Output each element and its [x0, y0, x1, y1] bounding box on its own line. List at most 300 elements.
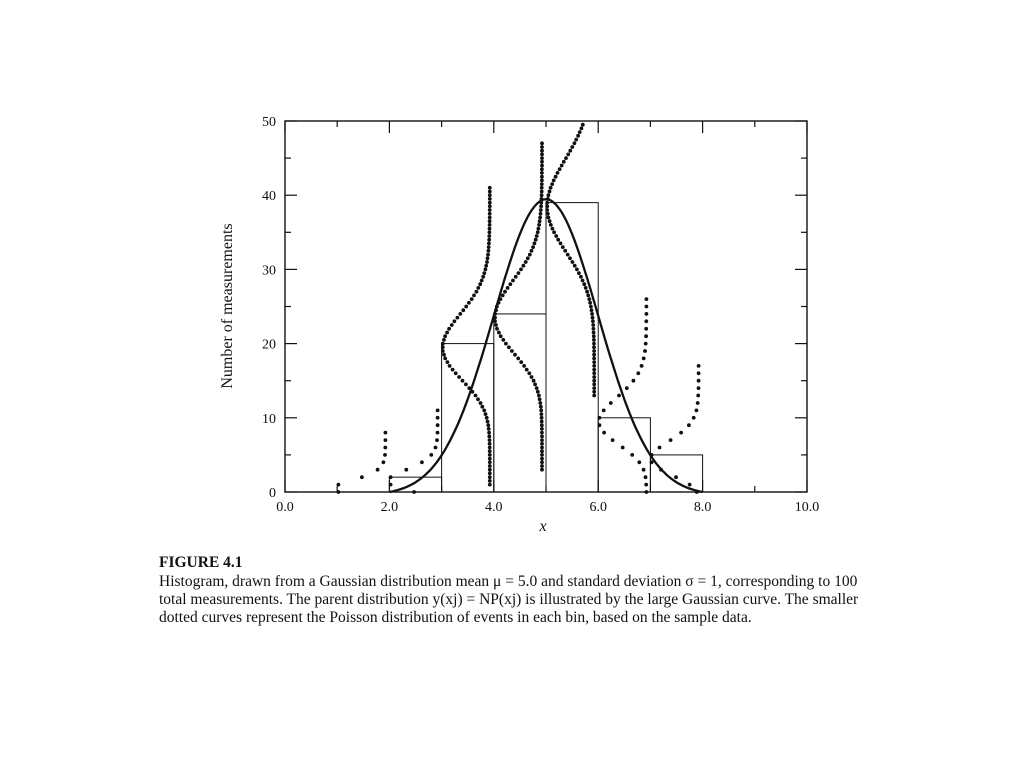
poisson-dot — [540, 164, 544, 168]
poisson-dot — [540, 449, 544, 453]
poisson-dot — [487, 242, 491, 246]
poisson-dot — [579, 275, 583, 279]
poisson-dot — [478, 282, 482, 286]
histogram-bar — [650, 455, 702, 492]
poisson-dot — [482, 409, 486, 413]
poisson-dot — [383, 446, 387, 450]
poisson-dot — [551, 227, 555, 231]
poisson-dot — [592, 338, 596, 342]
poisson-dot — [435, 438, 439, 442]
x-tick-label: 0.0 — [276, 500, 294, 515]
poisson-dot — [697, 371, 701, 375]
poisson-dot — [573, 264, 577, 268]
poisson-dot — [488, 483, 492, 487]
poisson-dot — [488, 227, 492, 231]
poisson-dot — [552, 179, 556, 183]
poisson-dot — [488, 223, 492, 227]
poisson-dot — [536, 390, 540, 394]
poisson-dot — [540, 153, 544, 157]
poisson-dot — [488, 479, 492, 483]
poisson-dot — [481, 275, 485, 279]
poisson-dot — [540, 435, 544, 439]
poisson-dot — [538, 401, 542, 405]
poisson-dot — [568, 149, 572, 153]
poisson-dot — [533, 242, 537, 246]
poisson-dot — [475, 290, 479, 294]
poisson-dot — [669, 438, 673, 442]
poisson-dot — [674, 475, 678, 479]
poisson-dot — [522, 264, 526, 268]
poisson-dot — [574, 138, 578, 142]
poisson-dot — [566, 253, 570, 257]
poisson-dot — [535, 234, 539, 238]
poisson-dot — [487, 431, 491, 435]
poisson-dot — [540, 468, 544, 472]
poisson-dot — [561, 245, 565, 249]
poisson-dot — [540, 438, 544, 442]
poisson-dot — [602, 409, 606, 413]
poisson-dot — [526, 256, 530, 260]
x-tick-label: 6.0 — [589, 500, 607, 515]
poisson-dot — [487, 234, 491, 238]
poisson-dot — [630, 453, 634, 457]
poisson-dot — [558, 167, 562, 171]
poisson-dot — [476, 286, 480, 290]
poisson-dot — [458, 312, 462, 316]
poisson-dot — [592, 349, 596, 353]
poisson-dot — [540, 427, 544, 431]
poisson-dot — [577, 271, 581, 275]
poisson-dot — [454, 371, 458, 375]
poisson-dot — [625, 386, 629, 390]
poisson-dot — [644, 483, 648, 487]
poisson-dot — [650, 460, 654, 464]
poisson-dot — [441, 345, 445, 349]
poisson-dot — [461, 379, 465, 383]
poisson-dot — [658, 446, 662, 450]
poisson-dot — [488, 472, 492, 476]
poisson-dot — [443, 357, 447, 361]
poisson-dot — [568, 256, 572, 260]
poisson-dot — [488, 190, 492, 194]
poisson-dot — [488, 449, 492, 453]
poisson-dot — [611, 438, 615, 442]
poisson-dot — [598, 423, 602, 427]
y-tick-label: 10 — [262, 411, 276, 427]
poisson-dot — [540, 156, 544, 160]
poisson-dot — [640, 364, 644, 368]
poisson-dot — [602, 431, 606, 435]
poisson-dot — [688, 483, 692, 487]
poisson-dot — [487, 435, 491, 439]
poisson-dot — [488, 216, 492, 220]
poisson-dot — [442, 353, 446, 357]
poisson-dot — [592, 394, 596, 398]
poisson-dot — [524, 260, 528, 264]
poisson-dot — [540, 412, 544, 416]
poisson-dot — [476, 397, 480, 401]
poisson-dot — [497, 331, 501, 335]
y-tick-label: 40 — [262, 189, 276, 205]
poisson-dot — [642, 468, 646, 472]
poisson-dot — [540, 446, 544, 450]
poisson-dot — [591, 319, 595, 323]
poisson-dot — [592, 353, 596, 357]
poisson-dot — [337, 483, 341, 487]
poisson-dot — [644, 342, 648, 346]
poisson-dot — [470, 297, 474, 301]
poisson-dot — [488, 475, 492, 479]
poisson-dot — [540, 416, 544, 420]
poisson-dot — [571, 260, 575, 264]
poisson-dot — [645, 305, 649, 309]
poisson-dot — [687, 423, 691, 427]
poisson-dot — [482, 271, 486, 275]
poisson-dot — [486, 420, 490, 424]
poisson-dot — [592, 327, 596, 331]
poisson-dot — [540, 460, 544, 464]
poisson-dot — [420, 460, 424, 464]
poisson-dot — [517, 271, 521, 275]
poisson-dot — [539, 405, 543, 409]
poisson-dot — [584, 286, 588, 290]
poisson-dot — [488, 208, 492, 212]
poisson-dot — [540, 141, 544, 145]
poisson-dot — [545, 204, 549, 208]
y-tick-label: 20 — [262, 337, 276, 353]
poisson-dot — [538, 216, 542, 220]
poisson-dot — [585, 290, 589, 294]
poisson-dot — [442, 338, 446, 342]
poisson-dot — [540, 453, 544, 457]
y-tick-label: 30 — [262, 263, 276, 279]
poisson-dot — [501, 294, 505, 298]
poisson-dot — [645, 312, 649, 316]
poisson-dot — [389, 475, 393, 479]
poisson-dot — [487, 238, 491, 242]
poisson-dot — [556, 171, 560, 175]
poisson-dot — [592, 357, 596, 361]
poisson-dotted-curves — [337, 123, 701, 494]
poisson-dot — [540, 420, 544, 424]
poisson-dot — [550, 182, 554, 186]
poisson-dot — [495, 327, 499, 331]
poisson-dot — [487, 427, 491, 431]
poisson-dot — [488, 453, 492, 457]
poisson-dot — [527, 371, 531, 375]
poisson-dot — [488, 201, 492, 205]
y-axis-label: Number of measurements — [219, 223, 236, 389]
poisson-dot — [484, 268, 488, 272]
poisson-dot — [696, 401, 700, 405]
poisson-dot — [488, 457, 492, 461]
poisson-dot — [514, 275, 518, 279]
poisson-dot — [539, 409, 543, 413]
poisson-dot — [488, 446, 492, 450]
poisson-dot — [559, 242, 563, 246]
poisson-dot — [467, 301, 471, 305]
poisson-dot — [412, 490, 416, 494]
poisson-dot — [645, 297, 649, 301]
poisson-dot — [504, 342, 508, 346]
poisson-dot — [547, 216, 551, 220]
poisson-dot — [540, 423, 544, 427]
poisson-dot — [609, 401, 613, 405]
poisson-dot — [554, 234, 558, 238]
poisson-dot — [337, 490, 341, 494]
poisson-dot — [540, 442, 544, 446]
poisson-dot — [540, 457, 544, 461]
poisson-dot — [540, 145, 544, 149]
poisson-dot — [643, 349, 647, 353]
poisson-dot — [590, 312, 594, 316]
y-tick-label: 50 — [262, 115, 276, 130]
poisson-dot — [436, 409, 440, 413]
poisson-dot — [540, 171, 544, 175]
poisson-dot — [540, 464, 544, 468]
poisson-dot — [448, 364, 452, 368]
poisson-dot — [360, 475, 364, 479]
poisson-dot — [540, 175, 544, 179]
poisson-dot — [637, 460, 641, 464]
x-tick-label: 2.0 — [380, 500, 399, 515]
poisson-dot — [516, 357, 520, 361]
poisson-dot — [591, 316, 595, 320]
poisson-dot — [538, 219, 542, 223]
poisson-dot — [540, 179, 544, 183]
poisson-dot — [487, 245, 491, 249]
poisson-dot — [582, 282, 586, 286]
poisson-dot — [441, 349, 445, 353]
poisson-dot — [535, 386, 539, 390]
poisson-dot — [556, 238, 560, 242]
poisson-dot — [404, 468, 408, 472]
poisson-dot — [486, 253, 490, 257]
poisson-dot — [533, 383, 537, 387]
poisson-dot — [488, 193, 492, 197]
poisson-dot — [445, 331, 449, 335]
poisson-dot — [592, 342, 596, 346]
poisson-dot — [644, 327, 648, 331]
poisson-dot — [538, 397, 542, 401]
poisson-dot — [383, 453, 387, 457]
poisson-dot — [592, 379, 596, 383]
poisson-dot — [488, 464, 492, 468]
poisson-dot — [488, 204, 492, 208]
poisson-dot — [464, 383, 468, 387]
x-axis-label: x — [539, 518, 547, 535]
poisson-dot — [692, 416, 696, 420]
poisson-dot — [488, 460, 492, 464]
poisson-dot — [575, 268, 579, 272]
poisson-dot — [485, 260, 489, 264]
poisson-dot — [539, 212, 543, 216]
poisson-dot — [549, 186, 553, 190]
poisson-dot — [534, 238, 538, 242]
poisson-dot — [485, 416, 489, 420]
poisson-dot — [592, 386, 596, 390]
poisson-dot — [621, 446, 625, 450]
poisson-dot — [510, 349, 514, 353]
poisson-dot — [519, 268, 523, 272]
poisson-dot — [592, 334, 596, 338]
x-tick-label: 8.0 — [693, 500, 712, 515]
poisson-dot — [441, 342, 445, 346]
poisson-dot — [679, 431, 683, 435]
poisson-dot — [457, 375, 461, 379]
poisson-dot — [525, 368, 529, 372]
figure-label: FIGURE 4.1 — [159, 554, 243, 571]
poisson-dot — [592, 364, 596, 368]
poisson-dot — [642, 357, 646, 361]
poisson-dot — [592, 360, 596, 364]
poisson-dot — [545, 208, 549, 212]
poisson-dot — [578, 130, 582, 134]
poisson-dot — [592, 368, 596, 372]
histogram-bar — [598, 418, 650, 492]
poisson-dot — [488, 230, 492, 234]
poisson-dot — [384, 438, 388, 442]
poisson-dot — [547, 193, 551, 197]
poisson-dot — [540, 182, 544, 186]
poisson-dot — [540, 190, 544, 194]
poisson-dot — [581, 279, 585, 283]
poisson-dot — [480, 279, 484, 283]
poisson-dot — [436, 431, 440, 435]
poisson-dot — [522, 364, 526, 368]
poisson-dot — [376, 468, 380, 472]
poisson-dot — [549, 223, 553, 227]
poisson-dot — [488, 212, 492, 216]
poisson-dot — [566, 153, 570, 157]
poisson-dot — [592, 371, 596, 375]
poisson-dot — [617, 394, 621, 398]
poisson-dot — [531, 245, 535, 249]
poisson-dot — [488, 197, 492, 201]
poisson-dot — [461, 308, 465, 312]
poisson-dot — [530, 375, 534, 379]
poisson-dot — [488, 438, 492, 442]
poisson-dot — [488, 186, 492, 190]
poisson-dot — [540, 160, 544, 164]
poisson-dot — [513, 353, 517, 357]
poisson-dot — [532, 379, 536, 383]
poisson-dot — [484, 412, 488, 416]
poisson-dot — [480, 405, 484, 409]
poisson-dot — [592, 390, 596, 394]
poisson-dot — [554, 175, 558, 179]
poisson-dot — [494, 323, 498, 327]
poisson-dot — [644, 319, 648, 323]
poisson-dot — [576, 134, 580, 138]
poisson-dot — [580, 126, 584, 130]
poisson-dot — [446, 360, 450, 364]
poisson-dot — [540, 149, 544, 153]
poisson-dot — [552, 230, 556, 234]
poisson-dot — [464, 305, 468, 309]
poisson-dot — [697, 364, 701, 368]
poisson-dot — [503, 290, 507, 294]
poisson-dot — [487, 249, 491, 253]
poisson-dot — [501, 338, 505, 342]
poisson-dot — [697, 386, 701, 390]
poisson-dot — [389, 483, 393, 487]
poisson-dot — [443, 334, 447, 338]
x-tick-label: 10.0 — [794, 500, 820, 515]
poisson-dot — [537, 227, 541, 231]
poisson-dot — [479, 401, 483, 405]
poisson-dot — [589, 305, 593, 309]
poisson-dot — [484, 264, 488, 268]
poisson-dot — [695, 409, 699, 413]
poisson-dot — [474, 394, 478, 398]
poisson-dot — [453, 319, 457, 323]
poisson-dot — [540, 167, 544, 171]
poisson-dot — [537, 223, 541, 227]
poisson-dot — [450, 323, 454, 327]
poisson-dot — [560, 164, 564, 168]
poisson-dot — [540, 431, 544, 435]
poisson-dot — [644, 475, 648, 479]
poisson-dot — [508, 282, 512, 286]
poisson-dot — [570, 145, 574, 149]
poisson-dot — [539, 208, 543, 212]
poisson-dot — [573, 141, 577, 145]
poisson-dot — [545, 201, 549, 205]
poisson-dot — [472, 294, 476, 298]
poisson-dot — [530, 249, 534, 253]
figure-caption — [159, 553, 859, 627]
poisson-dot — [581, 123, 585, 127]
poisson-dot — [546, 212, 550, 216]
poisson-dot — [548, 190, 552, 194]
poisson-dot — [598, 416, 602, 420]
poisson-dot — [539, 204, 543, 208]
poisson-dot — [564, 156, 568, 160]
poisson-dot — [562, 160, 566, 164]
poisson-dot — [506, 286, 510, 290]
poisson-dot — [588, 301, 592, 305]
poisson-dot — [519, 360, 523, 364]
poisson-dot — [636, 371, 640, 375]
poisson-dot — [696, 394, 700, 398]
poisson-dot — [488, 468, 492, 472]
poisson-dot — [536, 230, 540, 234]
poisson-dot — [507, 345, 511, 349]
caption-text: Histogram, drawn from a Gaussian distribution mean μ = 5.0 and standard deviation σ = 1, corresponding to 100 total measurements. The parent distribution y(xj) = NP(xj) is illustrated by the large Gaussian curve. The smaller dotted curves represent the Poisson distribution of events in each bin, based on the sample data. — [159, 573, 859, 626]
poisson-dot — [447, 327, 451, 331]
poisson-dot — [645, 490, 649, 494]
poisson-dot — [591, 323, 595, 327]
poisson-dot — [486, 256, 490, 260]
poisson-dot — [592, 331, 596, 335]
poisson-dot — [590, 308, 594, 312]
poisson-dot — [697, 379, 701, 383]
poisson-dot — [436, 423, 440, 427]
poisson-dot — [548, 219, 552, 223]
poisson-dot — [528, 253, 532, 257]
poisson-dot — [511, 279, 515, 283]
poisson-dot — [488, 219, 492, 223]
poisson-dot — [644, 334, 648, 338]
x-tick-label: 4.0 — [485, 500, 503, 515]
poisson-dot — [540, 193, 544, 197]
poisson-dot — [382, 460, 386, 464]
y-tick-label: 0 — [269, 486, 276, 501]
poisson-dot — [434, 446, 438, 450]
poisson-dot — [384, 431, 388, 435]
poisson-dot — [587, 297, 591, 301]
